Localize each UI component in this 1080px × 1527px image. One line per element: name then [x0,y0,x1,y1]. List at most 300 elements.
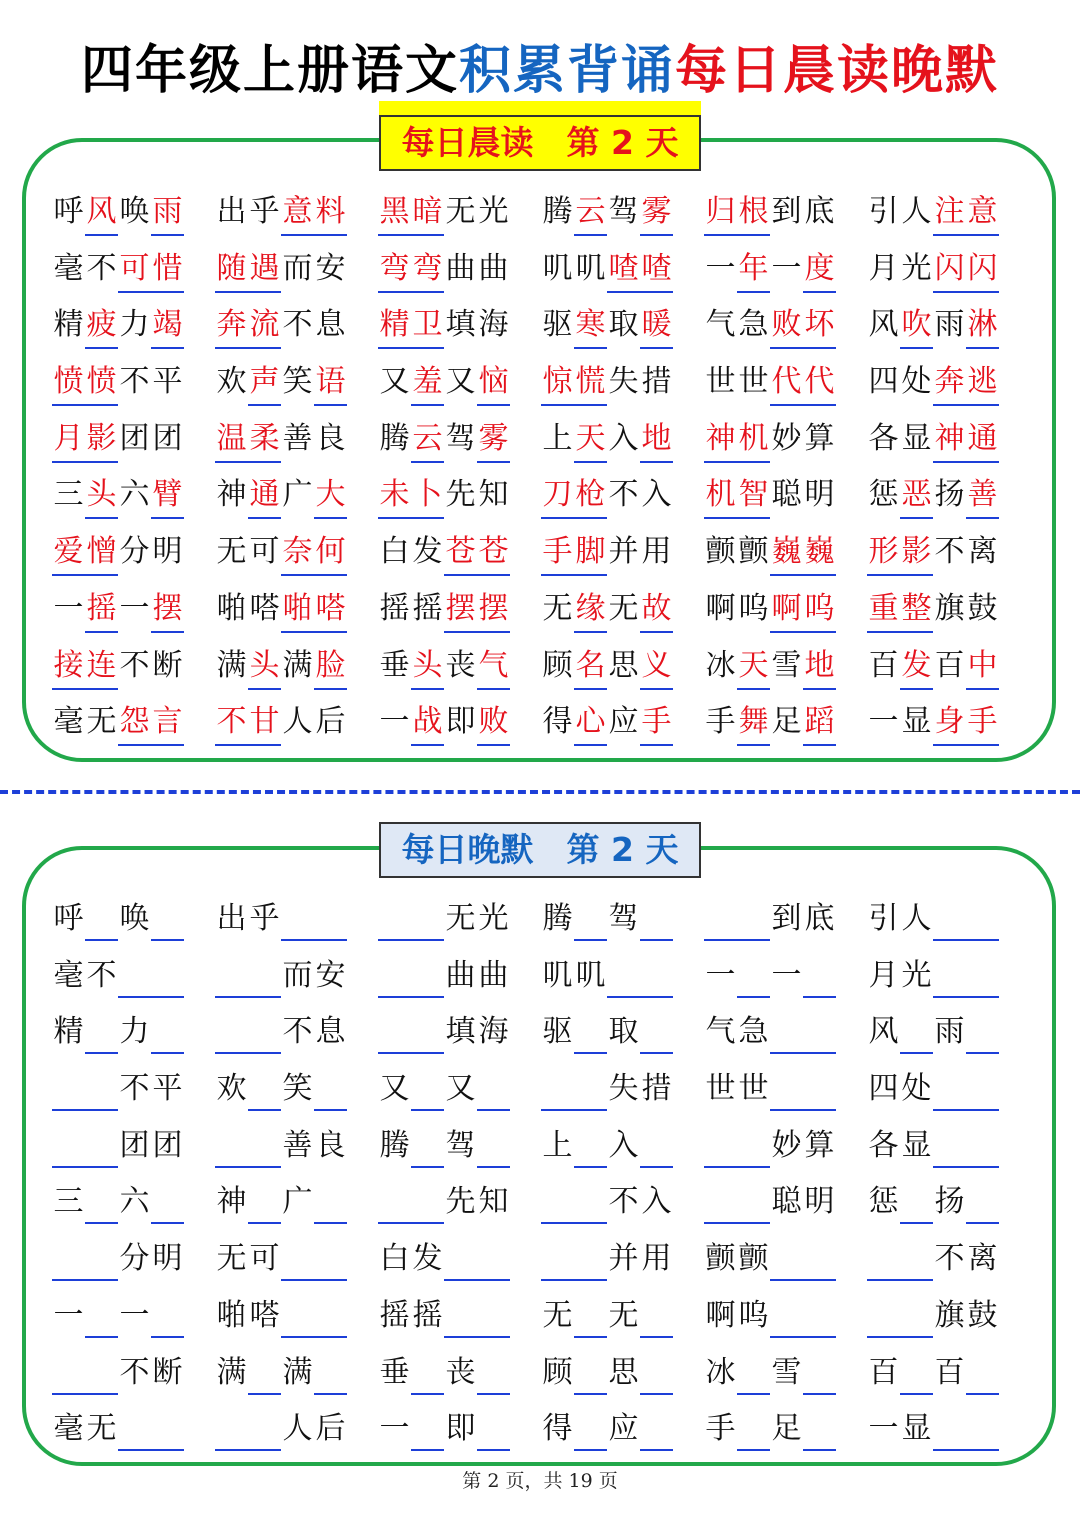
idiom-char: 一 [379,704,410,740]
highlighted-char: 呜 [803,587,836,633]
idiom-char: 入 [641,477,672,513]
blank-line [867,1237,900,1281]
highlighted-char: 摆 [477,587,510,633]
idiom-char: 良 [315,1127,346,1163]
dictation-idiom [215,1124,347,1168]
highlighted-char: 暖 [640,303,673,349]
blank-line [574,897,607,941]
highlighted-char: 竭 [151,303,184,349]
reading-idiom [52,587,184,633]
idiom-char: 世 [738,364,769,400]
blank-line [411,897,444,941]
dictation-row-4 [52,1067,1032,1124]
blank-line [477,1124,510,1168]
idiom-char: 入 [608,1127,639,1163]
reading-idiom [541,700,673,746]
highlighted-char: 月 [52,417,85,463]
blank-line [607,954,640,998]
idiom-char: 无 [608,1297,639,1333]
idiom-char: 可 [249,1241,280,1277]
blank-line [85,1010,118,1054]
idiom-char: 即 [445,1411,476,1447]
idiom-char: 知 [478,1184,509,1220]
idiom-char: 广 [282,1184,313,1220]
blank-line [248,1351,281,1395]
dictation-idiom [704,1124,836,1168]
reading-idiom [215,303,347,349]
highlighted-char: 卫 [411,303,444,349]
highlighted-char: 惜 [151,247,184,293]
blank-line [378,954,411,998]
blank-line [541,1067,574,1111]
reading-idiom [867,587,999,633]
idiom-char: 毫 [53,1411,84,1447]
idiom-char: 月 [868,957,899,993]
highlighted-char: 憎 [85,530,118,576]
idiom-char: 善 [282,1127,313,1163]
dictation-idiom [215,1010,347,1054]
idiom-char: 聪 [771,477,802,513]
reading-idiom [215,247,347,293]
dictation-idiom [52,1124,184,1168]
evening-dictation-grid [52,897,1032,1464]
idiom-char: 鼓 [967,1297,998,1333]
blank-line [411,1351,444,1395]
idiom-char: 雨 [934,307,965,343]
idiom-char: 无 [86,704,117,740]
idiom-char: 摇 [379,1297,410,1333]
blank-line [737,1407,770,1451]
idiom-char: 到 [771,194,802,229]
idiom-char: 驾 [445,1127,476,1163]
dictation-row-6 [52,1180,1032,1237]
dictation-idiom [215,954,347,998]
highlighted-char: 随 [215,247,248,293]
dictation-idiom [541,1237,673,1281]
idiom-char: 曲 [478,957,509,993]
blank-line [411,1010,444,1054]
idiom-char: 欢 [216,364,247,400]
blank-line [52,1067,85,1111]
idiom-char: 叽 [542,957,573,993]
highlighted-char: 智 [737,473,770,519]
blank-line [737,1124,770,1168]
idiom-char: 明 [804,1184,835,1220]
highlighted-char: 寒 [574,303,607,349]
idiom-char: 足 [771,1411,802,1447]
dictation-idiom [52,1180,184,1224]
blank-line [151,954,184,998]
blank-line [574,1067,607,1111]
dictation-idiom [867,1010,999,1054]
blank-line [966,897,999,941]
dictation-idiom [378,1180,510,1224]
idiom-char: 乎 [249,194,280,229]
highlighted-char: 名 [574,644,607,690]
idiom-char: 满 [282,647,313,683]
blank-line [770,1294,803,1338]
idiom-char: 呼 [53,194,84,229]
dictation-idiom [541,897,673,941]
dictation-idiom [867,1351,999,1395]
idiom-char: 风 [868,1014,899,1050]
reading-idiom [52,473,184,519]
highlighted-char: 战 [411,700,444,746]
idiom-char: 措 [641,1071,672,1107]
idiom-char: 并 [608,534,639,570]
idiom-char: 后 [315,1411,346,1447]
dictation-idiom [378,1237,510,1281]
idiom-char: 一 [119,1297,150,1333]
idiom-char: 惩 [868,477,899,513]
blank-line [52,1237,85,1281]
highlighted-char: 未 [378,473,411,519]
idiom-char: 发 [412,534,443,570]
highlighted-char: 刀 [541,473,574,519]
highlighted-char: 中 [966,644,999,690]
idiom-char: 叽 [575,957,606,993]
idiom-char: 笑 [282,1071,313,1107]
highlighted-char: 嗒 [314,587,347,633]
highlighted-char: 闪 [966,247,999,293]
idiom-char: 失 [608,364,639,400]
blank-line [85,1124,118,1168]
reading-row-5 [52,417,1032,474]
blank-line [85,1351,118,1395]
idiom-char: 旗 [934,1297,965,1333]
blank-line [215,1407,248,1451]
blank-line [803,1407,836,1451]
idiom-char: 三 [53,477,84,513]
highlighted-char: 天 [574,417,607,463]
dictation-row-8 [52,1294,1032,1351]
reading-row-3 [52,303,1032,360]
blank-line [803,1067,836,1111]
reading-row-1 [52,190,1032,247]
dictation-row-3 [52,1010,1032,1067]
page-footer: 第 2 页，共 19 页 [462,1470,618,1492]
idiom-char: 毫 [53,704,84,740]
blank-line [640,1407,673,1451]
highlighted-char: 舞 [737,700,770,746]
idiom-char: 垂 [379,647,410,683]
blank-line [900,1351,933,1395]
idiom-char: 精 [53,1014,84,1050]
reading-idiom [704,644,836,690]
idiom-char: 雪 [771,1354,802,1390]
highlighted-char: 意 [281,190,314,236]
idiom-char: 欢 [216,1071,247,1107]
dictation-idiom [378,1010,510,1054]
reading-idiom [52,190,184,236]
reading-idiom [215,530,347,576]
idiom-char: 失 [608,1071,639,1107]
blank-line [640,1010,673,1054]
highlighted-char: 大 [314,473,347,519]
highlighted-char: 枪 [574,473,607,519]
idiom-char: 团 [119,420,150,456]
blank-line [900,1010,933,1054]
highlighted-char: 代 [770,360,803,406]
blank-line [640,954,673,998]
blank-line [378,1010,411,1054]
idiom-char: 笑 [282,364,313,400]
dictation-idiom [541,1180,673,1224]
highlighted-char: 义 [640,644,673,690]
idiom-char: 颤 [738,1241,769,1277]
blank-line [737,897,770,941]
idiom-char: 断 [152,647,183,683]
idiom-char: 知 [478,477,509,513]
blank-line [281,897,314,941]
idiom-char: 一 [119,590,150,626]
idiom-char: 丧 [445,1354,476,1390]
idiom-char: 满 [282,1354,313,1390]
idiom-char: 光 [478,901,509,936]
idiom-char: 一 [705,957,736,993]
dictation-idiom [215,1067,347,1111]
reading-idiom [215,644,347,690]
idiom-char: 手 [705,1411,736,1447]
idiom-char: 冰 [705,1354,736,1390]
reading-idiom [215,473,347,519]
idiom-char: 而 [282,250,313,286]
idiom-char: 鼓 [967,590,998,626]
highlighted-char: 头 [85,473,118,519]
idiom-char: 腾 [379,1127,410,1163]
idiom-char: 垂 [379,1354,410,1390]
blank-line [248,1010,281,1054]
reading-idiom [867,247,999,293]
blank-line [640,1351,673,1395]
idiom-char: 百 [868,1354,899,1390]
highlighted-char: 声 [248,360,281,406]
highlighted-char: 言 [151,700,184,746]
idiom-char: 无 [542,1297,573,1333]
highlighted-char: 云 [574,190,607,236]
dictation-idiom [52,1067,184,1111]
blank-line [803,954,836,998]
idiom-char: 急 [738,307,769,343]
blank-line [541,1180,574,1224]
blank-line [118,1407,151,1451]
highlighted-char: 巍 [770,530,803,576]
idiom-char: 四 [868,1071,899,1107]
blank-line [574,1407,607,1451]
highlighted-char: 摇 [85,587,118,633]
reading-row-7 [52,530,1032,587]
blank-line [933,897,966,941]
blank-line [314,1180,347,1224]
highlighted-char: 根 [737,190,770,236]
blank-line [477,1067,510,1111]
blank-line [966,1407,999,1451]
idiom-char: 思 [608,1354,639,1390]
idiom-char: 毫 [53,957,84,993]
highlighted-char: 地 [803,644,836,690]
reading-idiom [704,530,836,576]
idiom-char: 一 [868,704,899,740]
reading-row-6 [52,473,1032,530]
idiom-char: 入 [608,420,639,456]
reading-idiom [867,700,999,746]
reading-idiom [541,303,673,349]
idiom-char: 摇 [412,1297,443,1333]
idiom-char: 息 [315,307,346,343]
idiom-char: 应 [608,1411,639,1447]
blank-line [803,1294,836,1338]
blank-line [411,1180,444,1224]
idiom-char: 明 [152,534,183,570]
dictation-idiom [867,1180,999,1224]
blank-line [411,954,444,998]
idiom-char: 先 [445,1184,476,1220]
dictation-row-5 [52,1124,1032,1181]
dictation-idiom [867,1294,999,1338]
idiom-char: 各 [868,1127,899,1163]
blank-line [933,1124,966,1168]
idiom-char: 力 [119,1014,150,1050]
idiom-char: 填 [445,307,476,343]
highlighted-char: 注 [933,190,966,236]
dictation-idiom [378,1351,510,1395]
dictation-idiom [867,954,999,998]
idiom-char: 满 [216,647,247,683]
idiom-char: 善 [282,420,313,456]
blank-line [966,1180,999,1224]
highlighted-char: 雨 [151,190,184,236]
highlighted-char: 摆 [444,587,477,633]
dictation-idiom [378,954,510,998]
highlighted-char: 遇 [248,247,281,293]
highlighted-char: 头 [411,644,444,690]
blank-line [477,1351,510,1395]
reading-idiom [541,190,673,236]
blank-line [900,1180,933,1224]
idiom-char: 安 [315,957,346,993]
blank-line [314,1237,347,1281]
reading-idiom [52,360,184,406]
highlighted-char: 机 [704,473,737,519]
idiom-char: 处 [901,1071,932,1107]
idiom-char: 驾 [608,194,639,229]
dictation-idiom [541,1294,673,1338]
dictation-idiom [704,1351,836,1395]
reading-idiom [378,247,510,293]
highlighted-char: 云 [411,417,444,463]
blank-line [411,1124,444,1168]
blank-line [574,1124,607,1168]
section-divider [0,790,1080,794]
idiom-char: 六 [119,477,150,513]
reading-row-8 [52,587,1032,644]
title-part-daily: 每日晨读晚默 [675,41,1000,101]
idiom-char: 显 [901,704,932,740]
blank-line [966,1351,999,1395]
idiom-char: 一 [53,1297,84,1333]
reading-idiom [867,644,999,690]
idiom-char: 急 [738,1014,769,1050]
blank-line [444,1294,477,1338]
highlighted-char: 归 [704,190,737,236]
idiom-char: 海 [478,1014,509,1050]
idiom-char: 引 [868,194,899,229]
blank-line [770,1010,803,1054]
highlighted-char: 逃 [966,360,999,406]
blank-line [85,1067,118,1111]
idiom-char: 又 [445,364,476,400]
idiom-char: 无 [445,194,476,229]
idiom-char: 一 [53,590,84,626]
idiom-char: 不 [86,250,117,286]
idiom-char: 叽 [542,250,573,286]
reading-idiom [378,530,510,576]
idiom-char: 四 [868,364,899,400]
reading-idiom [378,417,510,463]
idiom-char: 平 [152,1071,183,1107]
blank-line [640,897,673,941]
idiom-char: 扬 [934,1184,965,1220]
idiom-char: 先 [445,477,476,513]
dictation-row-2 [52,954,1032,1011]
reading-idiom [215,417,347,463]
blank-line [444,1237,477,1281]
reading-idiom [541,530,673,576]
blank-line [281,1294,314,1338]
idiom-char: 分 [119,534,150,570]
blank-line [640,1124,673,1168]
blank-line [770,1067,803,1111]
idiom-char: 不 [282,307,313,343]
idiom-char: 显 [901,1127,932,1163]
idiom-char: 明 [804,477,835,513]
reading-idiom [867,303,999,349]
idiom-char: 腾 [542,194,573,229]
dictation-idiom [378,1124,510,1168]
reading-idiom [215,700,347,746]
idiom-char: 团 [152,420,183,456]
dictation-idiom [52,1351,184,1395]
idiom-char: 世 [738,1071,769,1107]
highlighted-char: 坏 [803,303,836,349]
blank-line [314,1351,347,1395]
idiom-char: 顾 [542,647,573,683]
idiom-char: 摇 [379,590,410,626]
highlighted-char: 柔 [248,417,281,463]
highlighted-char: 整 [900,587,933,633]
highlighted-char: 何 [314,530,347,576]
idiom-char: 后 [315,704,346,740]
highlighted-char: 雾 [640,190,673,236]
highlighted-char: 弯 [378,247,411,293]
idiom-char: 啊 [705,590,736,626]
blank-line [574,1010,607,1054]
blank-line [803,1237,836,1281]
idiom-char: 底 [804,901,835,936]
reading-idiom [867,473,999,519]
idiom-char: 雨 [934,1014,965,1050]
dictation-idiom [378,1067,510,1111]
highlighted-char: 啪 [281,587,314,633]
blank-line [85,1237,118,1281]
idiom-char: 安 [315,250,346,286]
dictation-idiom [867,1067,999,1111]
dictation-idiom [704,1180,836,1224]
blank-line [151,1294,184,1338]
highlighted-char: 手 [640,700,673,746]
page-title [0,28,1080,103]
idiom-char: 显 [901,420,932,456]
